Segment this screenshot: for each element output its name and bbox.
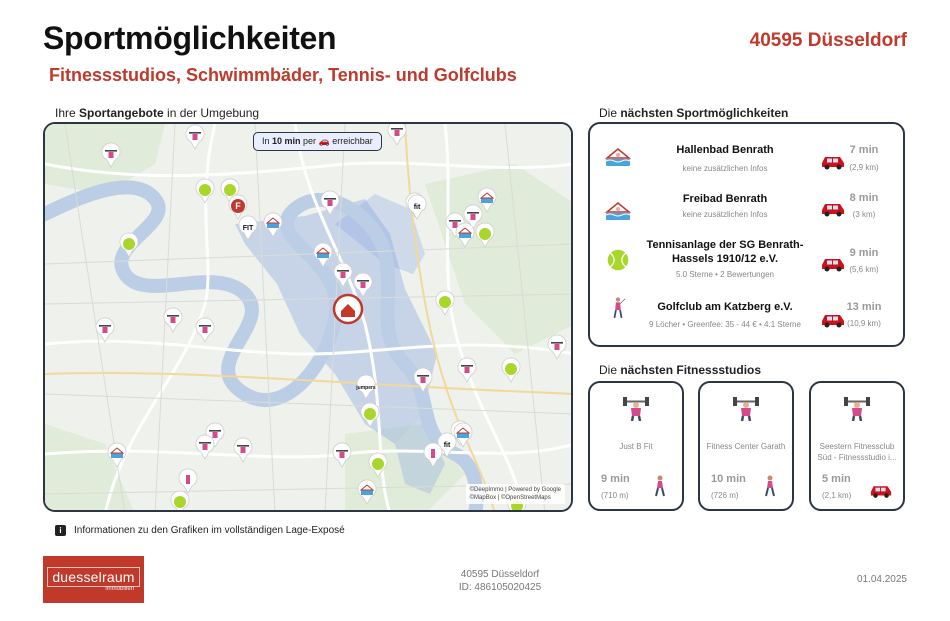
gym-time: 5 min	[822, 473, 851, 485]
nearest-item-info: 9 Löcher • Greenfee: 35 - 44 € • 4.1 Sterne	[649, 320, 801, 329]
gym-card[interactable]	[809, 381, 905, 511]
gym-name: Seestern Fitnessclub Süd - Fitnessstudio i...	[817, 442, 897, 462]
nearest-item-time: 7 min	[849, 144, 879, 156]
nearest-item[interactable]	[590, 130, 903, 182]
nearest-item-name: Golfclub am Katzberg e.V.	[657, 301, 793, 313]
nearest-item-info: keine zusätzlichen Infos	[682, 210, 768, 219]
gym-time: 9 min	[601, 473, 630, 485]
nearest-sports-panel	[588, 122, 905, 347]
swimming-icon	[604, 198, 632, 222]
nearest-item-info: 5.0 Sterne • 2 Bewertungen	[676, 270, 774, 279]
nearest-item-distance: (3 km)	[852, 210, 876, 219]
nearest-item-name: Hallenbad Benrath	[676, 144, 774, 156]
gym-distance: (726 m)	[711, 491, 739, 500]
nearest-section-label: Die nächsten Sportmöglichkeiten	[599, 106, 789, 120]
company-logo: duesselraum immobilien	[43, 556, 144, 603]
nearest-item-time: 9 min	[849, 247, 879, 259]
nearest-item[interactable]	[590, 236, 903, 288]
info-icon: i	[55, 525, 66, 536]
gyms-section-label: Die nächsten Fitnessstudios	[599, 363, 762, 377]
nearest-item-name: Tennisanlage der SG Benrath-Hassels 1910/12 e.V.	[646, 239, 804, 265]
city-label: 40595 Düsseldorf	[749, 30, 907, 51]
map-attribution[interactable]: ©DeepImmo | Powered by Google ©MapBox | ©OpenStreetMaps	[466, 484, 565, 504]
weightlifter-icon	[843, 393, 871, 421]
swimming-icon	[604, 144, 632, 168]
svg-text:fit: fit	[443, 442, 451, 449]
walking-icon	[648, 475, 672, 497]
gym-name: Fitness Center Garath	[706, 442, 786, 451]
nearest-item-name: Freibad Benrath	[682, 193, 768, 205]
nearest-item-info: keine zusätzlichen Infos	[682, 164, 768, 173]
isochrone-badge: In 10 min per 🚗 erreichbar	[253, 132, 382, 151]
gym-card[interactable]	[588, 381, 684, 511]
nearest-item-time: 13 min	[846, 301, 882, 313]
gym-distance: (2,1 km)	[822, 491, 852, 500]
nearest-item-distance: (5,6 km)	[849, 265, 879, 274]
nearest-item-time: 8 min	[849, 192, 879, 204]
nearest-item-distance: (10,9 km)	[847, 319, 881, 328]
map-section-label: Ihre Sportangebote in der Umgebung	[55, 106, 260, 120]
nearest-item-distance: (2,9 km)	[849, 163, 879, 172]
page-title: Sportmöglichkeiten	[43, 20, 337, 56]
sports-map[interactable]	[43, 122, 573, 512]
weightlifter-icon	[732, 393, 760, 421]
svg-text:FIT: FIT	[242, 225, 254, 232]
walking-icon	[758, 475, 782, 497]
car-icon: 🚗	[318, 136, 330, 146]
tennis-ball-icon	[604, 248, 632, 272]
footer-date: 01.04.2025	[856, 574, 907, 585]
nearest-item[interactable]	[590, 184, 903, 236]
car-icon	[869, 479, 893, 501]
footer-address: 40595 Düsseldorf ID: 486105020425	[458, 569, 542, 593]
page-subtitle: Fitnessstudios, Schwimmbäder, Tennis- und Golfclubs	[49, 65, 517, 85]
gym-time: 10 min	[711, 473, 746, 485]
gym-distance: (710 m)	[601, 491, 629, 500]
golfer-icon	[604, 296, 632, 320]
nearest-item[interactable]	[590, 290, 903, 342]
svg-text:jumpers: jumpers	[356, 385, 376, 391]
weightlifter-icon	[622, 393, 650, 421]
svg-text:F: F	[235, 201, 241, 211]
info-note: i Informationen zu den Grafiken im vollständigen Lage-Exposé	[55, 525, 345, 536]
gym-name: Just B Fit	[619, 442, 653, 451]
gym-card[interactable]	[698, 381, 794, 511]
svg-text:fit: fit	[413, 204, 421, 211]
map-canvas	[45, 124, 573, 512]
